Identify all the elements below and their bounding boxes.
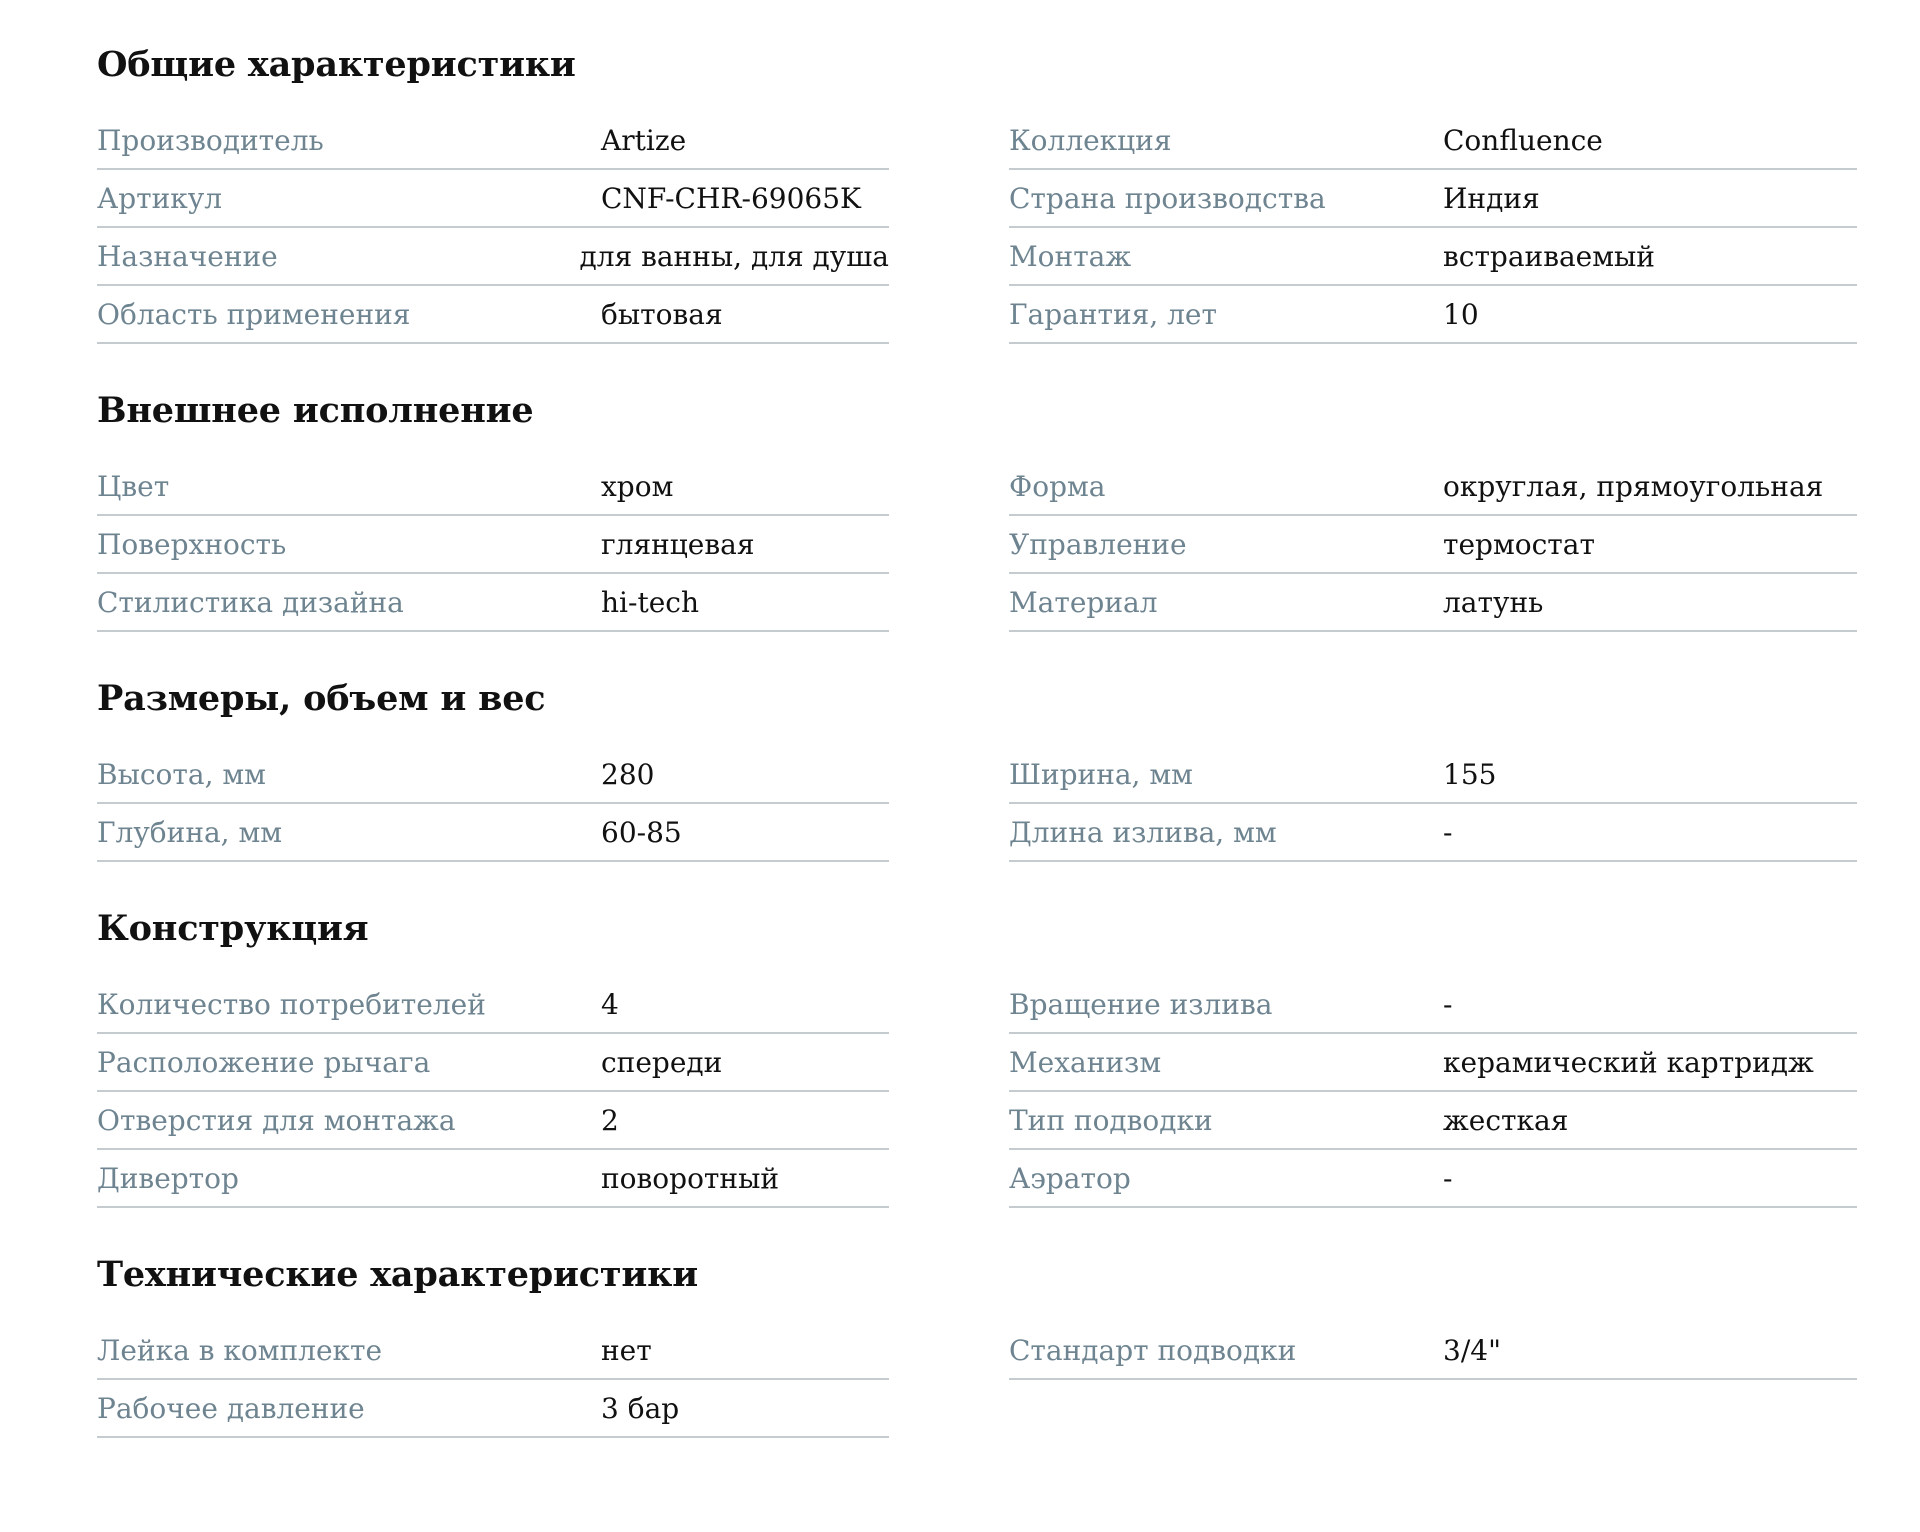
spec-row xyxy=(1009,170,1857,228)
spec-label: Стандарт подводки xyxy=(1009,1333,1297,1367)
spec-column-left xyxy=(97,746,889,862)
spec-value: hi-tech xyxy=(601,585,699,619)
spec-label: Страна производства xyxy=(1009,181,1326,215)
spec-value: спереди xyxy=(601,1045,723,1079)
spec-value: - xyxy=(1443,1161,1453,1195)
spec-column-right xyxy=(1009,112,1857,344)
spec-row xyxy=(1009,516,1857,574)
spec-column-right xyxy=(1009,746,1857,862)
spec-row xyxy=(1009,804,1857,862)
spec-label: Стилистика дизайна xyxy=(97,585,404,619)
spec-label: Длина излива, мм xyxy=(1009,815,1277,849)
spec-value: латунь xyxy=(1443,585,1544,619)
section-title: Конструкция xyxy=(97,908,369,949)
spec-row xyxy=(1009,976,1857,1034)
section-title: Размеры, объем и вес xyxy=(97,678,546,719)
spec-row xyxy=(1009,458,1857,516)
spec-value: жесткая xyxy=(1443,1103,1569,1137)
spec-column-left xyxy=(97,458,889,632)
section-title: Общие характеристики xyxy=(97,44,576,85)
spec-value: Confluence xyxy=(1443,123,1603,157)
spec-label: Вращение излива xyxy=(1009,987,1273,1021)
spec-label: Область применения xyxy=(97,297,411,331)
spec-row xyxy=(97,228,889,286)
spec-row xyxy=(97,746,889,804)
spec-value: 3 бар xyxy=(601,1391,680,1425)
spec-label: Цвет xyxy=(97,469,170,503)
spec-value: нет xyxy=(601,1333,652,1367)
spec-columns xyxy=(97,112,1857,344)
spec-value: встраиваемый xyxy=(1443,239,1655,273)
spec-label: Форма xyxy=(1009,469,1106,503)
spec-value: поворотный xyxy=(601,1161,780,1195)
spec-value: Индия xyxy=(1443,181,1540,215)
spec-column-left xyxy=(97,1322,889,1438)
spec-row xyxy=(97,170,889,228)
spec-value: CNF-CHR-69065K xyxy=(601,181,861,215)
spec-row xyxy=(1009,1034,1857,1092)
spec-label: Высота, мм xyxy=(97,757,266,791)
spec-row xyxy=(97,1092,889,1150)
spec-value: керамический картридж xyxy=(1443,1045,1814,1079)
spec-value: 2 xyxy=(601,1103,619,1137)
spec-value: Artize xyxy=(601,123,687,157)
spec-label: Дивертор xyxy=(97,1161,239,1195)
spec-value: 4 xyxy=(601,987,619,1021)
section-technical xyxy=(97,1250,1857,1438)
spec-row xyxy=(1009,1150,1857,1208)
spec-row xyxy=(97,112,889,170)
spec-column-left xyxy=(97,976,889,1208)
specs-page xyxy=(97,40,1857,1480)
spec-label: Артикул xyxy=(97,181,223,215)
spec-columns xyxy=(97,746,1857,862)
spec-row xyxy=(97,516,889,574)
spec-value: 155 xyxy=(1443,757,1497,791)
spec-label: Отверстия для монтажа xyxy=(97,1103,456,1137)
spec-label: Аэратор xyxy=(1009,1161,1131,1195)
spec-value: 3/4" xyxy=(1443,1333,1501,1367)
spec-row xyxy=(1009,1092,1857,1150)
spec-value: 280 xyxy=(601,757,655,791)
spec-label: Лейка в комплекте xyxy=(97,1333,383,1367)
spec-label: Ширина, мм xyxy=(1009,757,1193,791)
spec-row xyxy=(1009,574,1857,632)
spec-row xyxy=(97,804,889,862)
spec-label: Механизм xyxy=(1009,1045,1162,1079)
spec-row xyxy=(97,574,889,632)
spec-value: бытовая xyxy=(601,297,723,331)
spec-label: Монтаж xyxy=(1009,239,1132,273)
spec-columns xyxy=(97,458,1857,632)
spec-label: Тип подводки xyxy=(1009,1103,1213,1137)
spec-value: - xyxy=(1443,815,1453,849)
spec-row xyxy=(97,1150,889,1208)
spec-value: глянцевая xyxy=(601,527,755,561)
spec-label: Поверхность xyxy=(97,527,287,561)
spec-label: Рабочее давление xyxy=(97,1391,365,1425)
spec-row xyxy=(1009,746,1857,804)
spec-row xyxy=(1009,1322,1857,1380)
spec-value: - xyxy=(1443,987,1453,1021)
spec-column-right xyxy=(1009,976,1857,1208)
spec-column-left xyxy=(97,112,889,344)
spec-value: хром xyxy=(601,469,674,503)
spec-row xyxy=(1009,112,1857,170)
spec-row xyxy=(97,286,889,344)
section-title: Технические характеристики xyxy=(97,1254,698,1295)
section-construction xyxy=(97,904,1857,1208)
spec-value: 60-85 xyxy=(601,815,682,849)
spec-value: округлая, прямоугольная xyxy=(1443,469,1824,503)
spec-row xyxy=(1009,286,1857,344)
spec-column-right xyxy=(1009,458,1857,632)
spec-label: Расположение рычага xyxy=(97,1045,431,1079)
spec-label: Глубина, мм xyxy=(97,815,283,849)
spec-value: термостат xyxy=(1443,527,1595,561)
section-appearance xyxy=(97,386,1857,632)
spec-columns xyxy=(97,976,1857,1208)
spec-row xyxy=(1009,228,1857,286)
spec-label: Гарантия, лет xyxy=(1009,297,1217,331)
section-title: Внешнее исполнение xyxy=(97,390,534,431)
spec-row xyxy=(97,976,889,1034)
spec-label: Материал xyxy=(1009,585,1158,619)
spec-row xyxy=(97,1322,889,1380)
spec-label: Количество потребителей xyxy=(97,987,486,1021)
spec-value: 10 xyxy=(1443,297,1479,331)
spec-label: Коллекция xyxy=(1009,123,1172,157)
section-general xyxy=(97,40,1857,344)
spec-row xyxy=(97,1380,889,1438)
spec-label: Производитель xyxy=(97,123,324,157)
spec-row xyxy=(97,1034,889,1092)
spec-columns xyxy=(97,1322,1857,1438)
spec-row xyxy=(97,458,889,516)
spec-column-right xyxy=(1009,1322,1857,1380)
spec-value: для ванны, для душа xyxy=(579,239,889,273)
section-dimensions xyxy=(97,674,1857,862)
spec-label: Управление xyxy=(1009,527,1187,561)
spec-label: Назначение xyxy=(97,239,278,273)
